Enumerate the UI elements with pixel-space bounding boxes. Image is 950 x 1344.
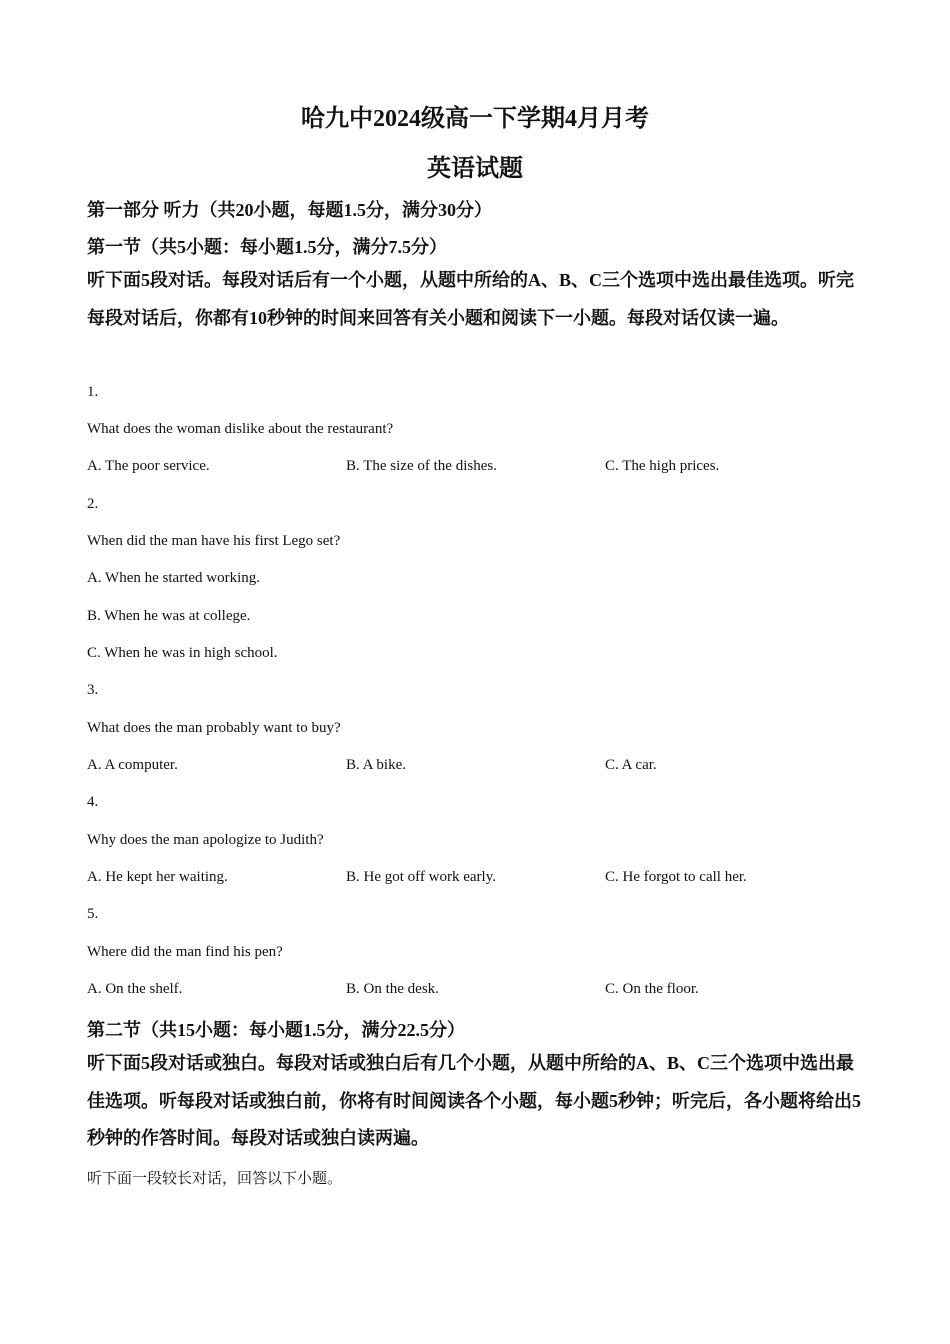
part1-heading: 第一部分 听力（共20小题，每题1.5分，满分30分） <box>87 200 492 220</box>
section1-instructions: 听下面5段对话。每段对话后有一个小题，从题中所给的A、B、C三个选项中选出最佳选项。听完每段对话后，你都有10秒钟的时间来回答有关小题和阅读下一小题。每段对话仅读一遍。 <box>87 270 854 328</box>
question-5-option-c: C. On the floor. <box>605 981 699 997</box>
question-3-option-b: B. A bike. <box>346 757 407 773</box>
question-1-text: What does the woman dislike about the restaurant? <box>87 421 394 437</box>
section2-heading: 第二节（共15小题：每小题1.5分，满分22.5分） <box>87 1020 465 1040</box>
question-1-option-c: C. The high prices. <box>605 458 720 474</box>
question-5-text: Where did the man find his pen? <box>87 944 283 960</box>
question-2-text: When did the man have his first Lego set? <box>87 533 341 549</box>
question-4-text: Why does the man apologize to Judith? <box>87 832 324 848</box>
section2-instructions: 听下面5段对话或独白。每段对话或独白后有几个小题，从题中所给的A、B、C三个选项中选出最佳选项。听每段对话或独白前，你将有时间阅读各个小题，每小题5秒钟；听完后，各小题将给出5秒钟的作答时间。每段对话或独白读两遍。 <box>87 1053 861 1148</box>
question-5-option-a: A. On the shelf. <box>87 981 183 997</box>
section2-note: 听下面一段较长对话，回答以下小题。 <box>87 1171 343 1187</box>
question-4-option-c: C. He forgot to call her. <box>605 869 747 885</box>
question-5-option-b: B. On the desk. <box>346 981 439 997</box>
question-4-number: 4. <box>87 794 99 810</box>
question-2-option-b: B. When he was at college. <box>87 608 251 624</box>
question-3-text: What does the man probably want to buy? <box>87 720 341 736</box>
question-1-option-a: A. The poor service. <box>87 458 210 474</box>
question-2-option-a: A. When he started working. <box>87 570 261 586</box>
question-4-option-a: A. He kept her waiting. <box>87 869 228 885</box>
question-5-number: 5. <box>87 906 99 922</box>
exam-title: 哈九中2024级高一下学期4月月考 <box>301 106 649 132</box>
question-3-option-c: C. A car. <box>605 757 657 773</box>
question-3-option-a: A. A computer. <box>87 757 178 773</box>
question-4-option-b: B. He got off work early. <box>346 869 496 885</box>
question-3-number: 3. <box>87 682 99 698</box>
exam-subtitle: 英语试题 <box>427 156 523 182</box>
question-1-option-b: B. The size of the dishes. <box>346 458 497 474</box>
question-1-number: 1. <box>87 384 99 400</box>
question-2-option-c: C. When he was in high school. <box>87 645 278 661</box>
question-2-number: 2. <box>87 496 99 512</box>
section1-heading: 第一节（共5小题：每小题1.5分，满分7.5分） <box>87 237 447 257</box>
